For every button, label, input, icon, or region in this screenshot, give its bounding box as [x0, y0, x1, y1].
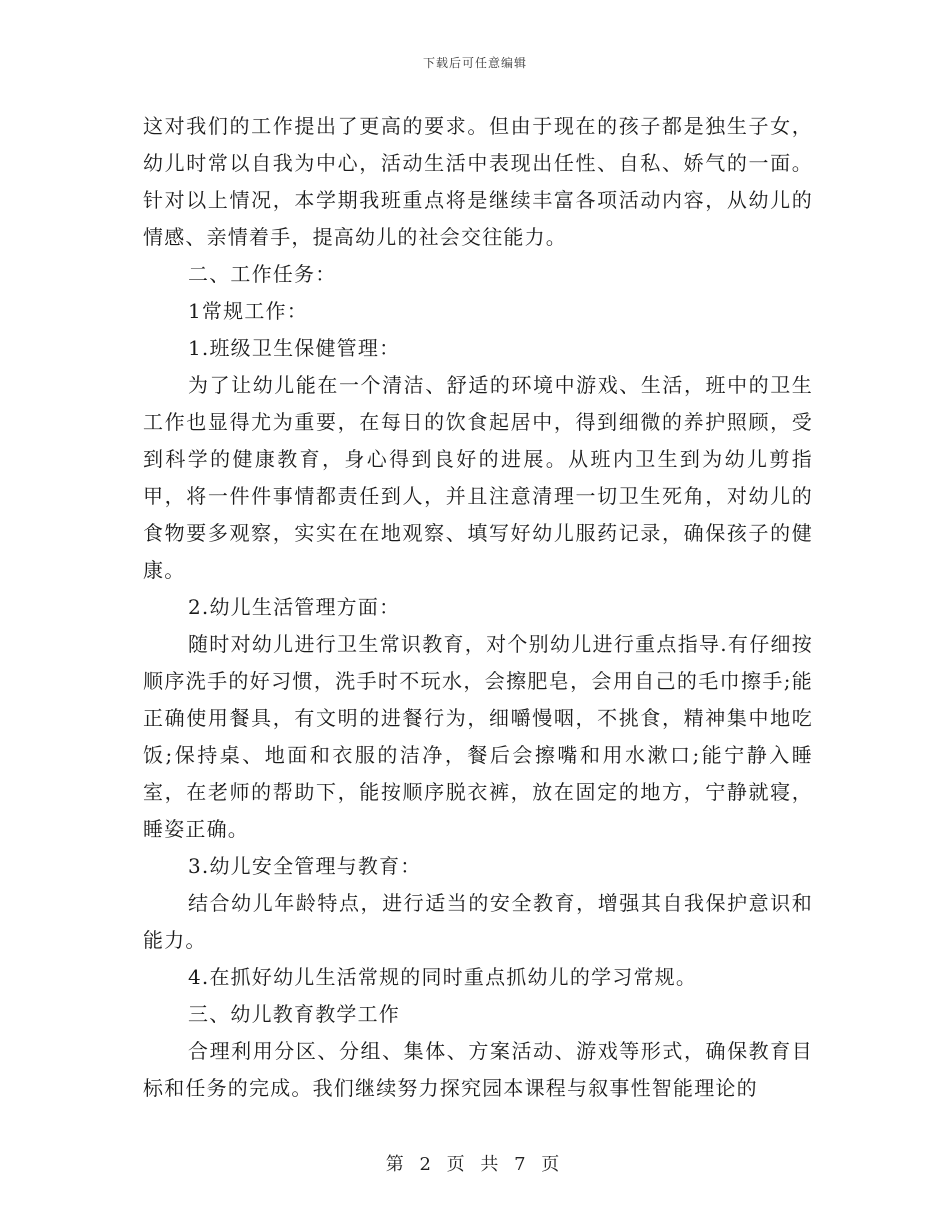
heading-safety: 3.幼儿安全管理与教育： [188, 854, 422, 878]
page-footer: 第 2 页 共 7 页 [385, 1154, 565, 1175]
heading-hygiene-management: 1.班级卫生保健管理： [188, 336, 401, 360]
document-body [143, 108, 813, 1107]
heading-life-management: 2.幼儿生活管理方面： [188, 595, 401, 619]
paragraph-hygiene: 为了让幼儿能在一个清洁、舒适的环境中游戏、生活，班中的卫生工作也显得尤为重要，在每日的饮食起居中，得到细微的养护照顾，受到科学的健康教育，身心得到良好的进展。从班内卫生到为幼儿剪指甲，将一件件事情都责任到人，并且注意清理一切卫生死角，对幼儿的食物要多观察，实实在在地观察、填写好幼儿服药记录，确保孩子的健康。 [143, 373, 813, 582]
heading-routine-work: 1常规工作： [188, 299, 308, 323]
paragraph-life: 随时对幼儿进行卫生常识教育，对个别幼儿进行重点指导.有仔细按顺序洗手的好习惯，洗手时不玩水，会擦肥皂，会用自己的毛巾擦手;能正确使用餐具，有文明的进餐行为，细嚼慢咽，不挑食，精神集中地吃饭;保持桌、地面和衣服的洁净，餐后会擦嘴和用水漱口;能宁静入睡室，在老师的帮助下，能按顺序脱衣裤，放在固定的地方，宁静就寝，睡姿正确。 [143, 632, 813, 841]
page-header: 下载后可任意编辑 [422, 56, 527, 70]
heading-teaching-work: 三、幼儿教育教学工作 [188, 1002, 400, 1026]
paragraph-teaching: 合理利用分区、分组、集体、方案活动、游戏等形式，确保教育目标和任务的完成。我们继续努力探究园本课程与叙事性智能理论的 [143, 1039, 813, 1100]
paragraph-safety: 结合幼儿年龄特点，进行适当的安全教育，增强其自我保护意识和能力。 [143, 891, 813, 952]
paragraph-study-routine: 4.在抓好幼儿生活常规的同时重点抓幼儿的学习常规。 [188, 965, 698, 989]
heading-work-tasks: 二、工作任务： [188, 262, 337, 286]
paragraph-intro: 这对我们的工作提出了更高的要求。但由于现在的孩子都是独生子女，幼儿时常以自我为中心，活动生活中表现出任性、自私、娇气的一面。针对以上情况，本学期我班重点将是继续丰富各项活动内容，从幼儿的情感、亲情着手，提高幼儿的社会交往能力。 [143, 114, 813, 249]
